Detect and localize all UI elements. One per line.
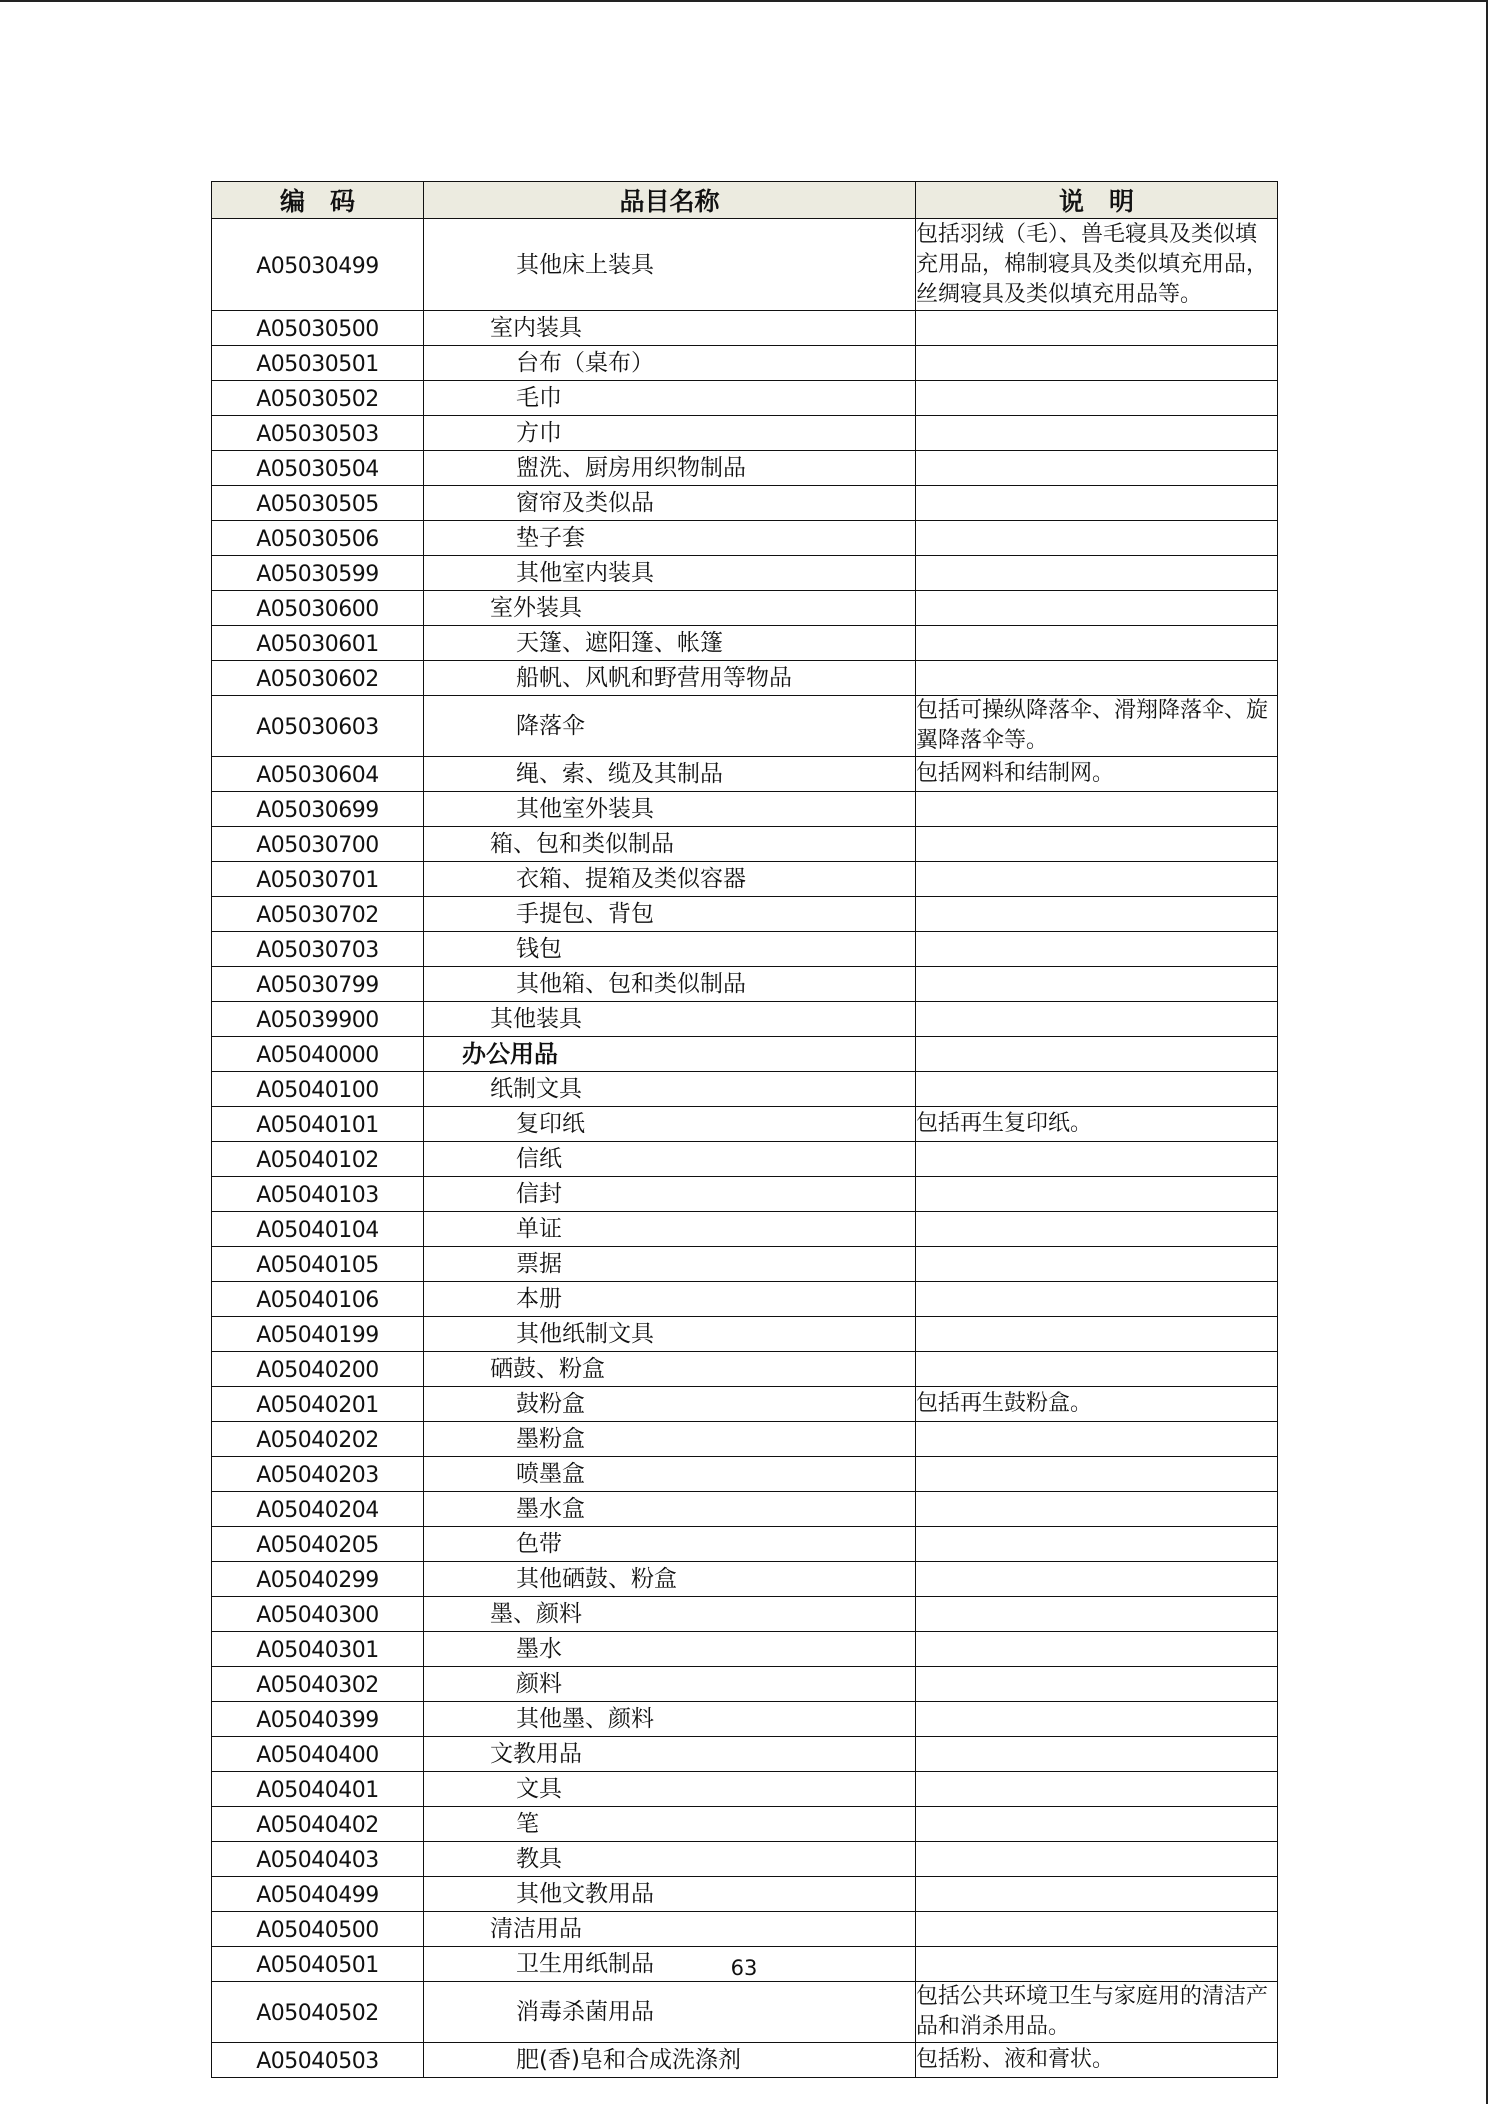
row-item-name: 教具 <box>424 1842 916 1877</box>
row-item-name: 卫生用纸制品 <box>424 1947 916 1982</box>
row-description <box>916 591 1278 626</box>
row-item-name: 绳、索、缆及其制品 <box>424 757 916 792</box>
table-row <box>212 1667 1278 1702</box>
table-row <box>212 1597 1278 1632</box>
table-row <box>212 1772 1278 1807</box>
row-code: A05040503 <box>212 2043 424 2078</box>
row-code: A05040202 <box>212 1422 424 1457</box>
table-row <box>212 1842 1278 1877</box>
table-row <box>212 556 1278 591</box>
table-row <box>212 932 1278 967</box>
row-item-name: 信封 <box>424 1177 916 1212</box>
table-row <box>212 1632 1278 1667</box>
row-code: A05030701 <box>212 862 424 897</box>
row-code: A05040105 <box>212 1247 424 1282</box>
table-row <box>212 696 1278 757</box>
row-item-name: 其他硒鼓、粉盒 <box>424 1562 916 1597</box>
row-item-name: 单证 <box>424 1212 916 1247</box>
table-row <box>212 1072 1278 1107</box>
row-description <box>916 1352 1278 1387</box>
row-description <box>916 1527 1278 1562</box>
row-code: A05040203 <box>212 1457 424 1492</box>
table-row <box>212 1037 1278 1072</box>
table-header-row <box>212 182 1278 219</box>
row-description <box>916 1282 1278 1317</box>
row-code: A05030700 <box>212 827 424 862</box>
table-row <box>212 486 1278 521</box>
top-border-rule <box>0 0 1488 2</box>
table-row <box>212 1912 1278 1947</box>
table-row <box>212 1317 1278 1352</box>
table-row <box>212 1247 1278 1282</box>
row-code: A05030599 <box>212 556 424 591</box>
row-item-name: 其他装具 <box>424 1002 916 1037</box>
row-item-name: 墨、颜料 <box>424 1597 916 1632</box>
row-item-name: 其他纸制文具 <box>424 1317 916 1352</box>
table-row <box>212 827 1278 862</box>
table-row <box>212 626 1278 661</box>
row-description <box>916 1912 1278 1947</box>
row-code: A05040100 <box>212 1072 424 1107</box>
row-description <box>916 1807 1278 1842</box>
row-description: 包括可操纵降落伞、滑翔降落伞、旋翼降落伞等。 <box>916 696 1278 757</box>
table-row <box>212 661 1278 696</box>
row-description <box>916 486 1278 521</box>
row-description <box>916 521 1278 556</box>
table-row <box>212 521 1278 556</box>
row-description: 包括网料和结制网。 <box>916 757 1278 792</box>
row-description: 包括羽绒（毛）、兽毛寝具及类似填充用品，棉制寝具及类似填充用品，丝绸寝具及类似填充用品等。 <box>916 219 1278 311</box>
table-row <box>212 346 1278 381</box>
row-item-name: 清洁用品 <box>424 1912 916 1947</box>
row-description: 包括公共环境卫生与家庭用的清洁产品和消杀用品。 <box>916 1982 1278 2043</box>
table-row <box>212 1212 1278 1247</box>
row-code: A05040204 <box>212 1492 424 1527</box>
row-item-name: 室外装具 <box>424 591 916 626</box>
row-item-name: 墨粉盒 <box>424 1422 916 1457</box>
row-item-name: 其他室外装具 <box>424 792 916 827</box>
row-code: A05040201 <box>212 1387 424 1422</box>
table-row <box>212 1387 1278 1422</box>
row-code: A05030799 <box>212 967 424 1002</box>
row-code: A05030504 <box>212 451 424 486</box>
row-description <box>916 1422 1278 1457</box>
row-code: A05030506 <box>212 521 424 556</box>
row-code: A05040106 <box>212 1282 424 1317</box>
table-row <box>212 451 1278 486</box>
row-description <box>916 416 1278 451</box>
row-description <box>916 967 1278 1002</box>
row-item-name: 其他床上装具 <box>424 219 916 311</box>
table-row <box>212 311 1278 346</box>
row-code: A05030699 <box>212 792 424 827</box>
row-code: A05030604 <box>212 757 424 792</box>
row-description <box>916 1597 1278 1632</box>
row-description <box>916 661 1278 696</box>
row-description <box>916 346 1278 381</box>
row-item-name: 船帆、风帆和野营用等物品 <box>424 661 916 696</box>
table-row <box>212 591 1278 626</box>
row-code: A05030503 <box>212 416 424 451</box>
row-item-name: 室内装具 <box>424 311 916 346</box>
row-code: A05040300 <box>212 1597 424 1632</box>
table-row <box>212 1982 1278 2043</box>
row-code: A05030500 <box>212 311 424 346</box>
header-name: 品目名称 <box>424 182 916 219</box>
row-item-name: 办公用品 <box>424 1037 916 1072</box>
row-item-name: 窗帘及类似品 <box>424 486 916 521</box>
row-description <box>916 1632 1278 1667</box>
row-description <box>916 1037 1278 1072</box>
row-description <box>916 1212 1278 1247</box>
row-item-name: 本册 <box>424 1282 916 1317</box>
table-row <box>212 792 1278 827</box>
table-row <box>212 1562 1278 1597</box>
row-code: A05040199 <box>212 1317 424 1352</box>
row-item-name: 衣箱、提箱及类似容器 <box>424 862 916 897</box>
row-item-name: 纸制文具 <box>424 1072 916 1107</box>
table-row <box>212 757 1278 792</box>
row-code: A05040000 <box>212 1037 424 1072</box>
table-row <box>212 416 1278 451</box>
row-description <box>916 1492 1278 1527</box>
row-code: A05030505 <box>212 486 424 521</box>
table-row <box>212 1737 1278 1772</box>
row-item-name: 颜料 <box>424 1667 916 1702</box>
row-item-name: 墨水盒 <box>424 1492 916 1527</box>
row-item-name: 消毒杀菌用品 <box>424 1982 916 2043</box>
row-item-name: 其他室内装具 <box>424 556 916 591</box>
row-item-name: 票据 <box>424 1247 916 1282</box>
row-code: A05040501 <box>212 1947 424 1982</box>
row-code: A05030499 <box>212 219 424 311</box>
row-item-name: 喷墨盒 <box>424 1457 916 1492</box>
row-description <box>916 1142 1278 1177</box>
row-description <box>916 1177 1278 1212</box>
table-row <box>212 2043 1278 2078</box>
row-item-name: 盥洗、厨房用织物制品 <box>424 451 916 486</box>
row-description: 包括粉、液和膏状。 <box>916 2043 1278 2078</box>
row-description <box>916 827 1278 862</box>
row-code: A05030600 <box>212 591 424 626</box>
table-row <box>212 1492 1278 1527</box>
row-description: 包括再生鼓粉盒。 <box>916 1387 1278 1422</box>
table-row <box>212 1422 1278 1457</box>
row-description <box>916 1667 1278 1702</box>
table-row <box>212 967 1278 1002</box>
row-description <box>916 556 1278 591</box>
row-item-name: 手提包、背包 <box>424 897 916 932</box>
row-description <box>916 451 1278 486</box>
row-item-name: 文教用品 <box>424 1737 916 1772</box>
row-code: A05030702 <box>212 897 424 932</box>
row-item-name: 箱、包和类似制品 <box>424 827 916 862</box>
row-item-name: 笔 <box>424 1807 916 1842</box>
row-description <box>916 1002 1278 1037</box>
row-item-name: 其他文教用品 <box>424 1877 916 1912</box>
table-row <box>212 1002 1278 1037</box>
row-description <box>916 1737 1278 1772</box>
row-code: A05040499 <box>212 1877 424 1912</box>
row-item-name: 垫子套 <box>424 521 916 556</box>
table-body <box>212 219 1278 2078</box>
row-code: A05040502 <box>212 1982 424 2043</box>
row-item-name: 天篷、遮阳篷、帐篷 <box>424 626 916 661</box>
table-row <box>212 1352 1278 1387</box>
row-code: A05040400 <box>212 1737 424 1772</box>
row-code: A05040101 <box>212 1107 424 1142</box>
catalog-table <box>211 181 1278 2078</box>
row-item-name: 钱包 <box>424 932 916 967</box>
row-description <box>916 1562 1278 1597</box>
table-row <box>212 1877 1278 1912</box>
row-code: A05030601 <box>212 626 424 661</box>
row-item-name: 方巾 <box>424 416 916 451</box>
row-description <box>916 381 1278 416</box>
row-code: A05030502 <box>212 381 424 416</box>
row-description <box>916 1772 1278 1807</box>
row-description <box>916 1842 1278 1877</box>
table-row <box>212 862 1278 897</box>
row-item-name: 复印纸 <box>424 1107 916 1142</box>
header-desc: 说 明 <box>916 182 1278 219</box>
row-item-name: 硒鼓、粉盒 <box>424 1352 916 1387</box>
row-code: A05040401 <box>212 1772 424 1807</box>
row-item-name: 墨水 <box>424 1632 916 1667</box>
row-description <box>916 1247 1278 1282</box>
row-description: 包括再生复印纸。 <box>916 1107 1278 1142</box>
row-code: A05030603 <box>212 696 424 757</box>
row-item-name: 其他墨、颜料 <box>424 1702 916 1737</box>
header-code: 编 码 <box>212 182 424 219</box>
table-row <box>212 1702 1278 1737</box>
row-description <box>916 792 1278 827</box>
row-item-name: 降落伞 <box>424 696 916 757</box>
row-code: A05030602 <box>212 661 424 696</box>
row-description <box>916 1702 1278 1737</box>
row-code: A05040103 <box>212 1177 424 1212</box>
row-code: A05030501 <box>212 346 424 381</box>
row-code: A05039900 <box>212 1002 424 1037</box>
row-code: A05040205 <box>212 1527 424 1562</box>
row-description <box>916 1457 1278 1492</box>
table-row <box>212 1527 1278 1562</box>
row-code: A05040299 <box>212 1562 424 1597</box>
table-row <box>212 1107 1278 1142</box>
row-code: A05040301 <box>212 1632 424 1667</box>
table-row <box>212 1807 1278 1842</box>
row-code: A05030703 <box>212 932 424 967</box>
row-item-name: 毛巾 <box>424 381 916 416</box>
row-code: A05040402 <box>212 1807 424 1842</box>
row-item-name: 肥(香)皂和合成洗涤剂 <box>424 2043 916 2078</box>
row-description <box>916 1072 1278 1107</box>
table-row <box>212 381 1278 416</box>
row-item-name: 色带 <box>424 1527 916 1562</box>
table-row <box>212 1282 1278 1317</box>
row-code: A05040403 <box>212 1842 424 1877</box>
row-code: A05040104 <box>212 1212 424 1247</box>
row-description <box>916 897 1278 932</box>
row-description <box>916 311 1278 346</box>
row-item-name: 文具 <box>424 1772 916 1807</box>
table-row <box>212 1457 1278 1492</box>
row-description <box>916 626 1278 661</box>
row-item-name: 信纸 <box>424 1142 916 1177</box>
row-code: A05040399 <box>212 1702 424 1737</box>
row-code: A05040500 <box>212 1912 424 1947</box>
row-description <box>916 862 1278 897</box>
table-row <box>212 897 1278 932</box>
table-row <box>212 219 1278 311</box>
row-item-name: 其他箱、包和类似制品 <box>424 967 916 1002</box>
page-number: 63 <box>730 1956 758 1980</box>
row-code: A05040102 <box>212 1142 424 1177</box>
row-code: A05040200 <box>212 1352 424 1387</box>
row-description <box>916 1877 1278 1912</box>
row-code: A05040302 <box>212 1667 424 1702</box>
table-row <box>212 1142 1278 1177</box>
row-description <box>916 932 1278 967</box>
row-item-name: 台布（桌布） <box>424 346 916 381</box>
row-item-name: 鼓粉盒 <box>424 1387 916 1422</box>
table-row <box>212 1177 1278 1212</box>
row-description <box>916 1317 1278 1352</box>
